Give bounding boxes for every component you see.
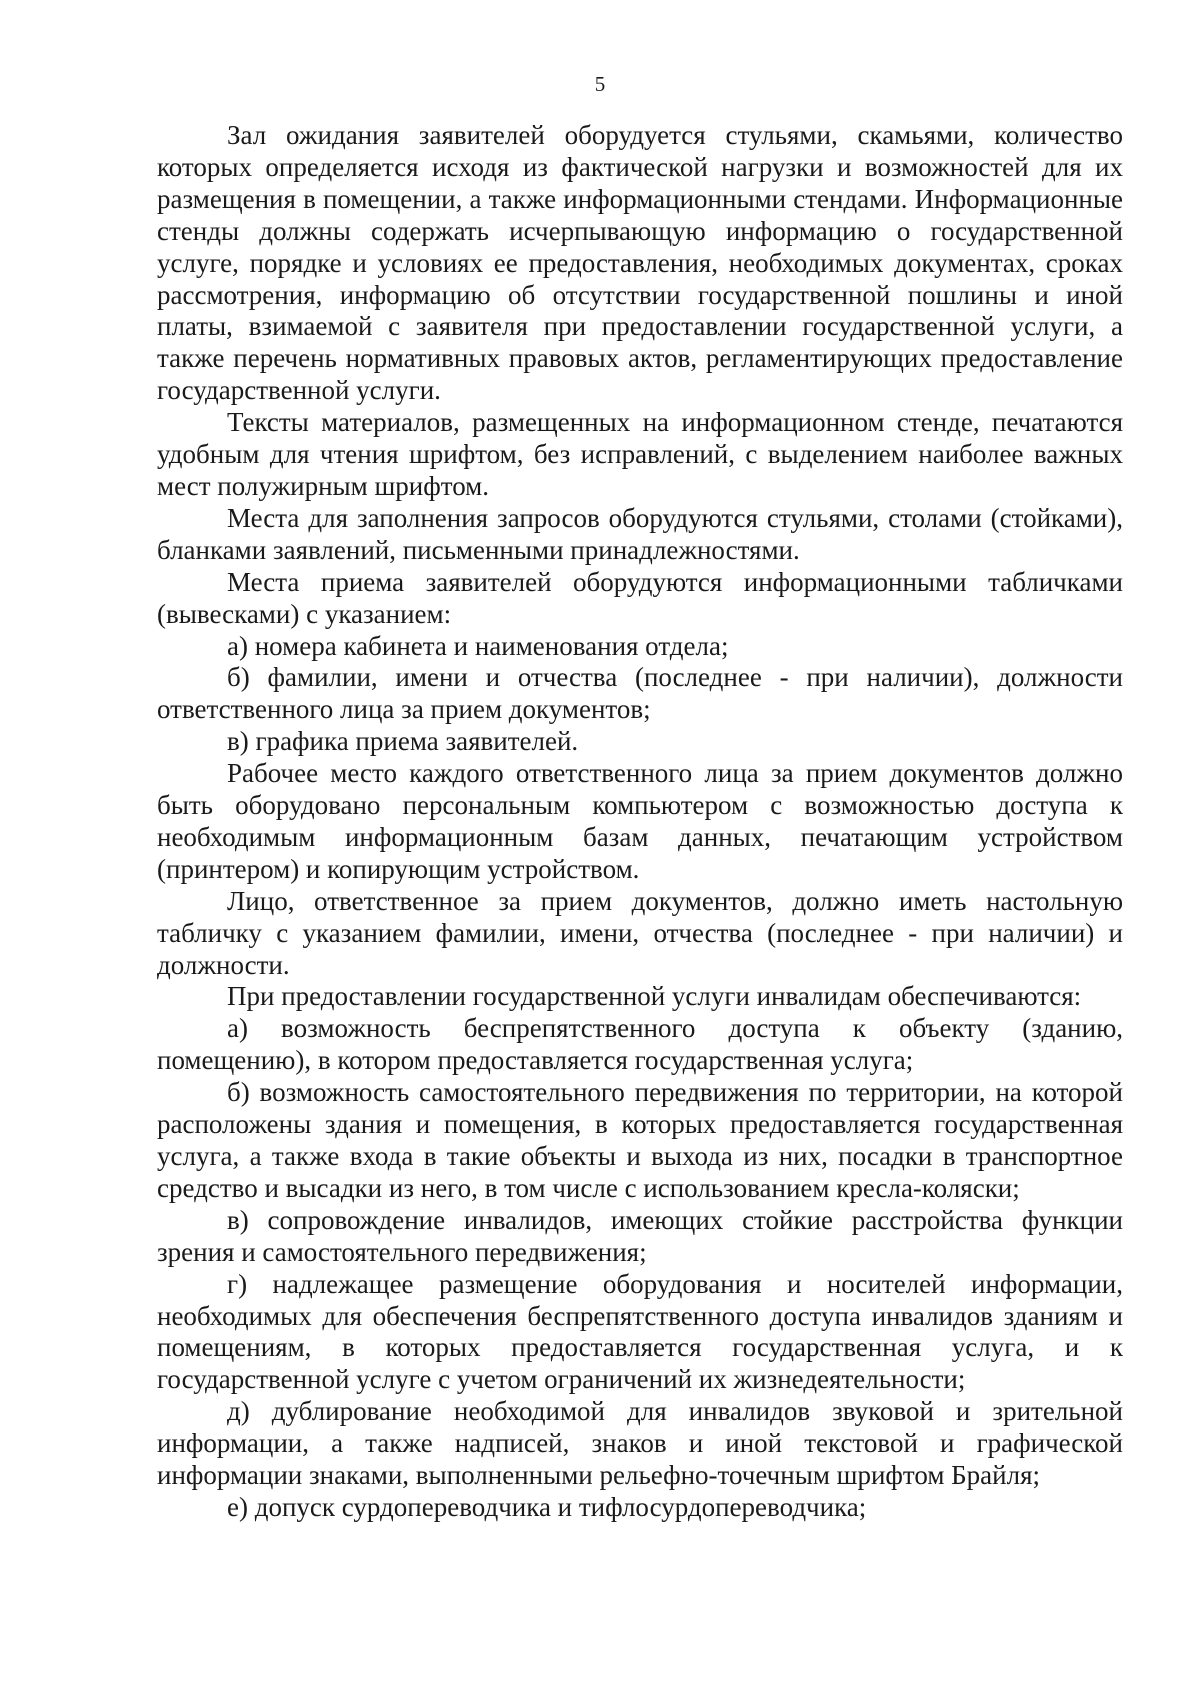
list-item-cabinet-number: а) номера кабинета и наименования отдела;: [227, 630, 729, 661]
list-item-information-duplication: д) дублирование необходимой для инвалидов звуковой и зрительной информации, а также надписей, знаков и иной текстовой и графической информации знаками, выполненными рельефно-точечным шрифтом Брайля;: [157, 1396, 1123, 1491]
page-number: 5: [594, 72, 606, 96]
list-item-escort: в) сопровождение инвалидов, имеющих стойкие расстройства функции зрения и самостоятельного передвижения;: [157, 1204, 1123, 1267]
list-item-reception-schedule: в) графика приема заявителей.: [227, 726, 579, 757]
list-item-independent-movement: б) возможность самостоятельного передвижения по территории, на которой расположены здания и помещения, в которых предоставляется государственная услуга, а также входа в такие объекты и выхода из них, посадки в транспортное средство и высадки из него, в том числе с использованием кресла-коляски;: [157, 1077, 1123, 1203]
paragraph-desk-nameplate: Лицо, ответственное за прием документов, должно иметь настольную табличку с указанием фамилии, имени, отчества (последнее - при наличии) и должности.: [157, 885, 1123, 980]
list-item-unobstructed-access: а) возможность беспрепятственного доступа к объекту (зданию, помещению), в котором предоставляется государственная услуга;: [157, 1013, 1123, 1076]
list-item-responsible-person: б) фамилии, имени и отчества (последнее - при наличии), должности ответственного лица за прием документов;: [157, 662, 1123, 725]
paragraph-reception-places: Места приема заявителей оборудуются информационными табличками (вывесками) с указанием:: [157, 566, 1123, 629]
document-body: [157, 120, 1123, 1524]
paragraph-stand-texts: Тексты материалов, размещенных на информационном стенде, печатаются удобным для чтения шрифтом, без исправлений, с выделением наиболее важных мест полужирным шрифтом.: [157, 407, 1123, 501]
list-item-equipment-placement: г) надлежащее размещение оборудования и носителей информации, необходимых для обеспечения беспрепятственного доступа инвалидов зданиям и помещениям, в которых предоставляется государственная услуга, и к государственной услуге с учетом ограничений их жизнедеятельности;: [157, 1268, 1123, 1395]
paragraph-disabled-provisions: При предоставлении государственной услуги инвалидам обеспечиваются:: [227, 981, 1082, 1012]
paragraph-request-filling-places: Места для заполнения запросов оборудуются стульями, столами (стойками), бланками заявлений, письменными принадлежностями.: [157, 502, 1123, 565]
list-item-sign-interpreter: е) допуск сурдопереводчика и тифлосурдопереводчика;: [227, 1491, 867, 1522]
paragraph-workplace-equipment: Рабочее место каждого ответственного лица за прием документов должно быть оборудовано персональным компьютером с возможностью доступа к необходимым информационным базам данных, печатающим устройством (принтером) и копирующим устройством.: [157, 758, 1123, 884]
paragraph-waiting-hall: Зал ожидания заявителей оборудуется стульями, скамьями, количество которых определяется исходя из фактической нагрузки и возможностей для их размещения в помещении, а также информационными стендами. Информационные стенды должны содержать исчерпывающую информацию о государственной услуге, порядке и условиях ее предоставления, необходимых документах, сроках рассмотрения, информацию об отсутствии государственной пошлины и иной платы, взимаемой с заявителя при предоставлении государственной услуги, а также перечень нормативных правовых актов, регламентирующих предоставление государственной услуги.: [157, 120, 1123, 406]
